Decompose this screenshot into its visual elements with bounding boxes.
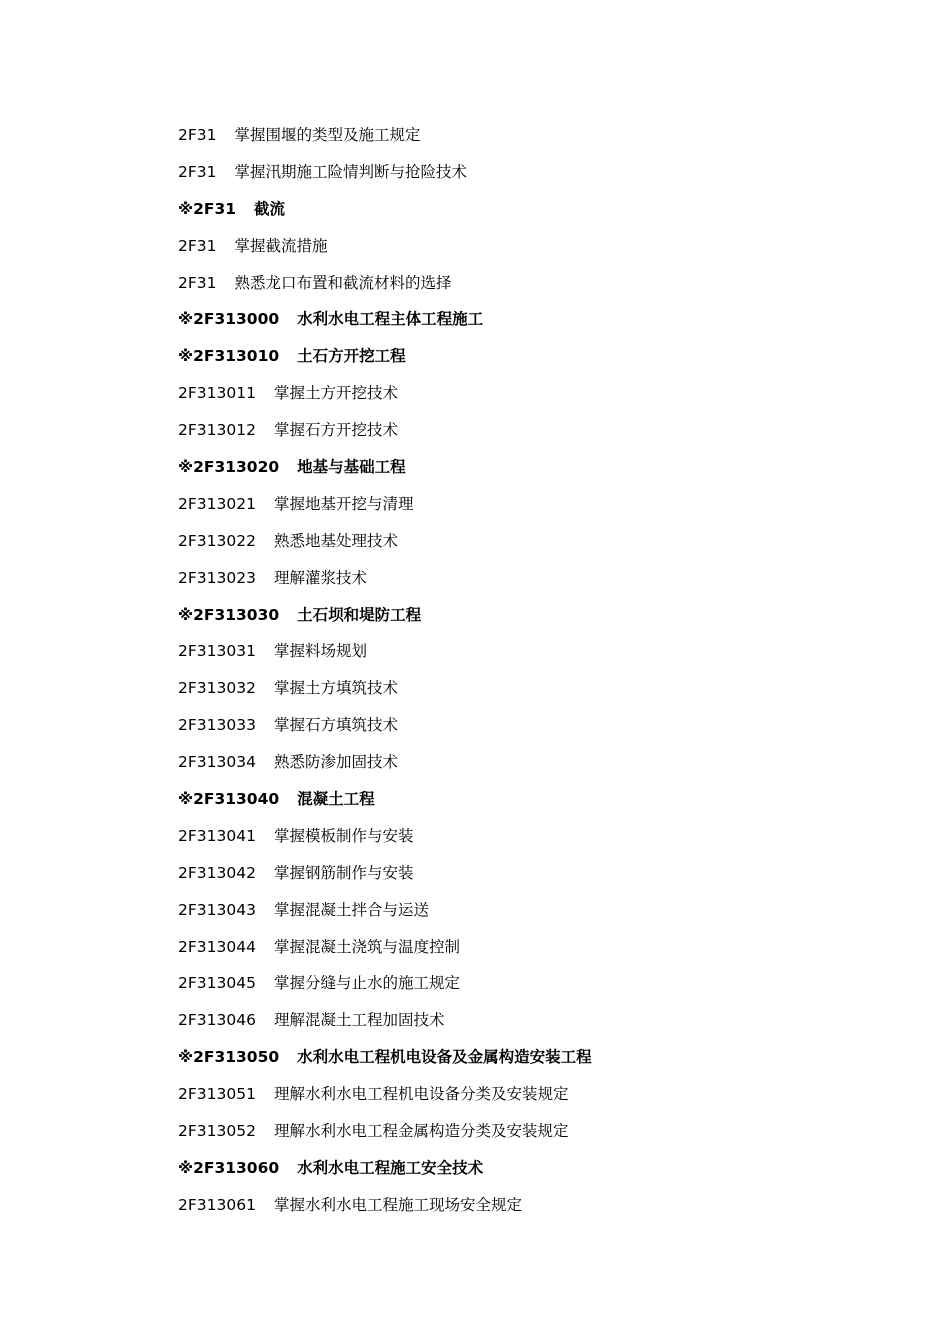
item-code: 2F313022 xyxy=(178,531,256,550)
outline-item xyxy=(178,707,878,744)
item-text: 水利水电工程施工安全技术 xyxy=(297,1158,484,1177)
item-code: ※2F313020 xyxy=(178,458,280,477)
outline-item xyxy=(178,117,878,154)
item-code: 2F313032 xyxy=(178,679,256,698)
item-text: 截流 xyxy=(254,199,286,218)
item-text: 理解混凝土工程加固技术 xyxy=(273,1011,445,1030)
item-text: 掌握土方开挖技术 xyxy=(273,384,398,403)
outline-item xyxy=(178,744,878,781)
outline-item xyxy=(178,1187,878,1224)
section-heading xyxy=(178,191,878,228)
item-code: 2F313012 xyxy=(178,421,256,440)
item-code: ※2F313010 xyxy=(178,347,280,366)
outline-item xyxy=(178,1002,878,1039)
item-code: 2F313033 xyxy=(178,716,256,735)
outline-item xyxy=(178,670,878,707)
item-code: 2F313011 xyxy=(178,384,256,403)
item-text: 掌握料场规划 xyxy=(273,642,367,661)
outline-item xyxy=(178,560,878,597)
item-text: 地基与基础工程 xyxy=(297,458,406,477)
item-code: 2F313041 xyxy=(178,826,256,845)
item-code: 2F313044 xyxy=(178,937,256,956)
item-text: 熟悉地基处理技术 xyxy=(273,531,398,550)
item-code: 2F313031 xyxy=(178,642,256,661)
item-code: 2F313045 xyxy=(178,974,256,993)
item-text: 掌握模板制作与安装 xyxy=(273,826,414,845)
item-text: 掌握地基开挖与清理 xyxy=(273,494,414,513)
outline-item xyxy=(178,1076,878,1113)
item-text: 掌握石方开挖技术 xyxy=(273,421,398,440)
section-heading xyxy=(178,449,878,486)
outline-item xyxy=(178,818,878,855)
item-code: ※2F313000 xyxy=(178,310,280,329)
item-code: ※2F313060 xyxy=(178,1158,280,1177)
item-text: 熟悉龙口布置和截流材料的选择 xyxy=(234,273,452,292)
section-heading xyxy=(178,597,878,634)
item-code: 2F313043 xyxy=(178,900,256,919)
outline-item xyxy=(178,1113,878,1150)
item-text: 混凝土工程 xyxy=(297,790,375,809)
section-heading xyxy=(178,301,878,338)
item-code: 2F31 xyxy=(178,273,217,292)
outline-item xyxy=(178,375,878,412)
item-text: 掌握分缝与止水的施工规定 xyxy=(273,974,460,993)
item-code: 2F313061 xyxy=(178,1195,256,1214)
outline-item xyxy=(178,412,878,449)
outline-list xyxy=(178,117,878,1224)
item-text: 理解水利水电工程金属构造分类及安装规定 xyxy=(273,1122,569,1141)
item-text: 掌握土方填筑技术 xyxy=(273,679,398,698)
item-code: 2F313051 xyxy=(178,1085,256,1104)
section-heading xyxy=(178,1039,878,1076)
item-text: 掌握石方填筑技术 xyxy=(273,716,398,735)
outline-item xyxy=(178,633,878,670)
item-code: 2F313021 xyxy=(178,494,256,513)
item-code: ※2F313050 xyxy=(178,1048,280,1067)
item-text: 掌握水利水电工程施工现场安全规定 xyxy=(273,1195,522,1214)
section-heading xyxy=(178,781,878,818)
item-text: 掌握截流措施 xyxy=(234,236,328,255)
item-text: 理解灌浆技术 xyxy=(273,568,367,587)
item-text: 理解水利水电工程机电设备分类及安装规定 xyxy=(273,1085,569,1104)
outline-item xyxy=(178,154,878,191)
item-code: 2F313042 xyxy=(178,863,256,882)
item-text: 土石坝和堤防工程 xyxy=(297,605,422,624)
outline-item xyxy=(178,265,878,302)
item-text: 掌握钢筋制作与安装 xyxy=(273,863,414,882)
item-code: ※2F31 xyxy=(178,199,237,218)
item-text: 掌握混凝土拌合与运送 xyxy=(273,900,429,919)
item-code: 2F313023 xyxy=(178,568,256,587)
item-code: 2F31 xyxy=(178,236,217,255)
item-code: 2F31 xyxy=(178,162,217,181)
item-text: 水利水电工程机电设备及金属构造安装工程 xyxy=(297,1048,592,1067)
outline-item xyxy=(178,486,878,523)
outline-item xyxy=(178,228,878,265)
section-heading xyxy=(178,1150,878,1187)
item-code: 2F313046 xyxy=(178,1011,256,1030)
item-text: 掌握混凝土浇筑与温度控制 xyxy=(273,937,460,956)
outline-item xyxy=(178,523,878,560)
item-code: ※2F313040 xyxy=(178,790,280,809)
item-text: 掌握围堰的类型及施工规定 xyxy=(234,126,421,144)
outline-item xyxy=(178,855,878,892)
item-text: 熟悉防渗加固技术 xyxy=(273,753,398,772)
item-code: 2F313052 xyxy=(178,1122,256,1141)
item-text: 水利水电工程主体工程施工 xyxy=(297,310,484,329)
item-code: 2F313034 xyxy=(178,753,256,772)
outline-item xyxy=(178,929,878,966)
outline-item xyxy=(178,892,878,929)
item-text: 土石方开挖工程 xyxy=(297,347,406,366)
item-code: 2F31 xyxy=(178,126,217,144)
item-text: 掌握汛期施工险情判断与抢险技术 xyxy=(234,162,468,181)
outline-item xyxy=(178,965,878,1002)
item-code: ※2F313030 xyxy=(178,605,280,624)
section-heading xyxy=(178,338,878,375)
